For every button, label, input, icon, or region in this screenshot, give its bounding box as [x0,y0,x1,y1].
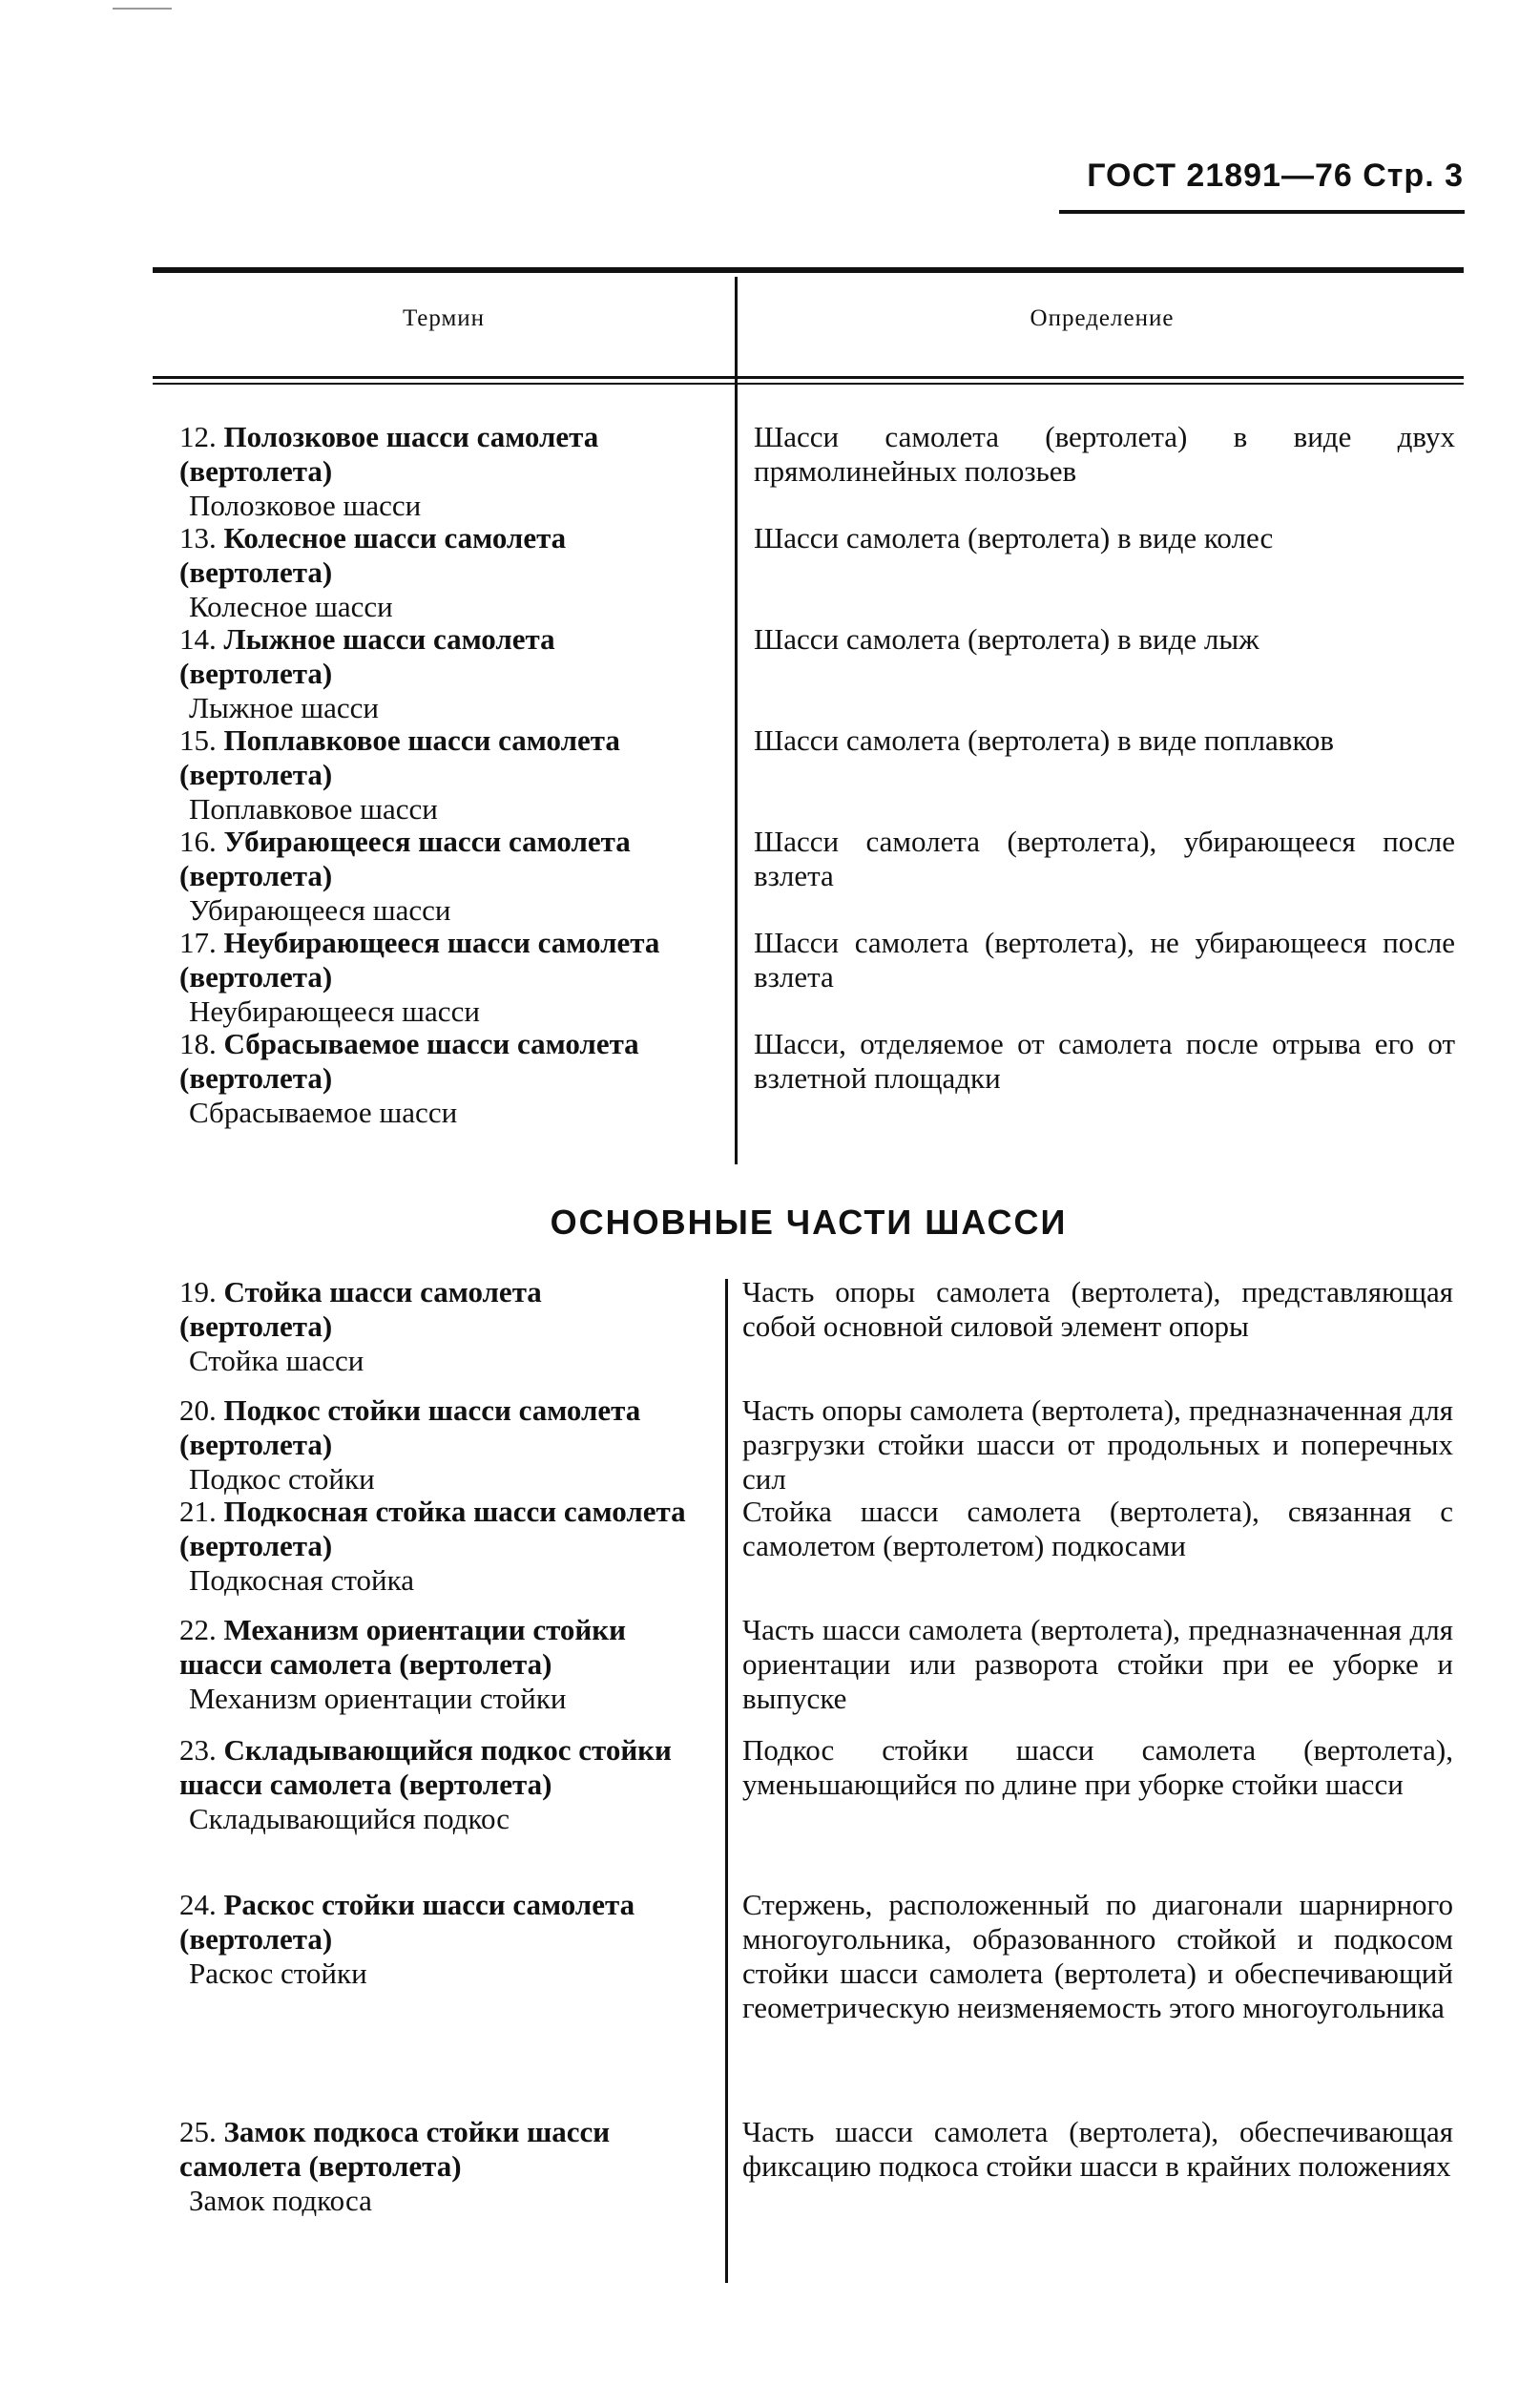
definition-entry: Стержень, расположенный по диагонали шарнирного многоугольника, образованного стойкой и подкосом стойки шасси самолета (вертолета) и обеспечивающий геометрическую неизменяемость этого многоугольника [742,1888,1453,2024]
term-entry: 20. Подкос стойки шасси самолета (вертолета) Подкос стойки [179,1393,641,1496]
definition-entry: Стойка шасси самолета (вертолета), связанная с самолетом (вертолетом) подкосами [742,1495,1453,1562]
definition-entry: Шасси самолета (вертолета) в виде поплавков [754,723,1335,757]
definition-entry: Подкос стойки шасси самолета (вертолета), уменьшающийся по длине при уборке стойки шасси [742,1733,1453,1801]
definition-entry: Часть шасси самолета (вертолета), предназначенная для ориентации или разворота стойки при ее уборке и выпуске [742,1613,1453,1715]
term-entry: 23. Складывающийся подкос стойки шасси самолета (вертолета) Складывающийся подкос [179,1733,672,1835]
definition-entry: Часть шасси самолета (вертолета), обеспечивающая фиксацию подкоса стойки шасси в крайних положениях [742,2115,1453,2183]
term-entry: 13. Колесное шасси самолета (вертолета) Колесное шасси [179,521,567,623]
column-divider [735,277,738,1164]
term-entry: 14. Лыжное шасси самолета (вертолета) Лыжное шасси [179,622,555,724]
scan-artifact [113,8,172,10]
definition-entry: Часть опоры самолета (вертолета), представляющая собой основной силовой элемент опоры [742,1275,1453,1343]
term-entry: 18. Сбрасываемое шасси самолета (вертолета) Сбрасываемое шасси [179,1027,639,1129]
definition-entry: Шасси, отделяемое от самолета после отрыва его от взлетной площадки [754,1027,1455,1095]
term-entry: 25. Замок подкоса стойки шасси самолета (вертолета) Замок подкоса [179,2115,611,2217]
page-header: ГОСТ 21891—76 Стр. 3 [1087,157,1464,194]
definition-entry: Шасси самолета (вертолета) в виде двух прямолинейных полозьев [754,420,1455,488]
term-entry: 22. Механизм ориентации стойки шасси самолета (вертолета) Механизм ориентации стойки [179,1613,627,1715]
term-entry: 24. Раскос стойки шасси самолета (вертолета) Раскос стойки [179,1888,635,1990]
term-entry: 12. Полозковое шасси самолета (вертолета) Полозковое шасси [179,420,599,522]
definition-entry: Шасси самолета (вертолета) в виде лыж [754,622,1259,656]
column-divider [725,1279,728,2283]
term-entry: 21. Подкосная стойка шасси самолета (вертолета) Подкосная стойка [179,1495,686,1597]
definition-entry: Часть опоры самолета (вертолета), предназначенная для разгрузки стойки шасси от продольных и поперечных сил [742,1393,1453,1496]
section-title: ОСНОВНЫЕ ЧАСТИ ШАССИ [550,1203,1068,1242]
definition-entry: Шасси самолета (вертолета), убирающееся после взлета [754,825,1455,892]
definition-entry: Шасси самолета (вертолета) в виде колес [754,521,1274,555]
header-rule-thick [153,376,1464,379]
table-top-rule [153,267,1464,273]
column-header-term: Термин [402,305,486,331]
term-entry: 19. Стойка шасси самолета (вертолета) Стойка шасси [179,1275,542,1377]
definition-entry: Шасси самолета (вертолета), не убирающееся после взлета [754,926,1455,994]
header-rule-thin [153,383,1464,385]
term-entry: 17. Неубирающееся шасси самолета (вертолета) Неубирающееся шасси [179,926,660,1028]
column-header-definition: Определение [1030,305,1175,331]
header-rule [1059,210,1465,214]
term-entry: 15. Поплавковое шасси самолета (вертолета) Поплавковое шасси [179,723,620,826]
term-entry: 16. Убирающееся шасси самолета (вертолета) Убирающееся шасси [179,825,631,927]
